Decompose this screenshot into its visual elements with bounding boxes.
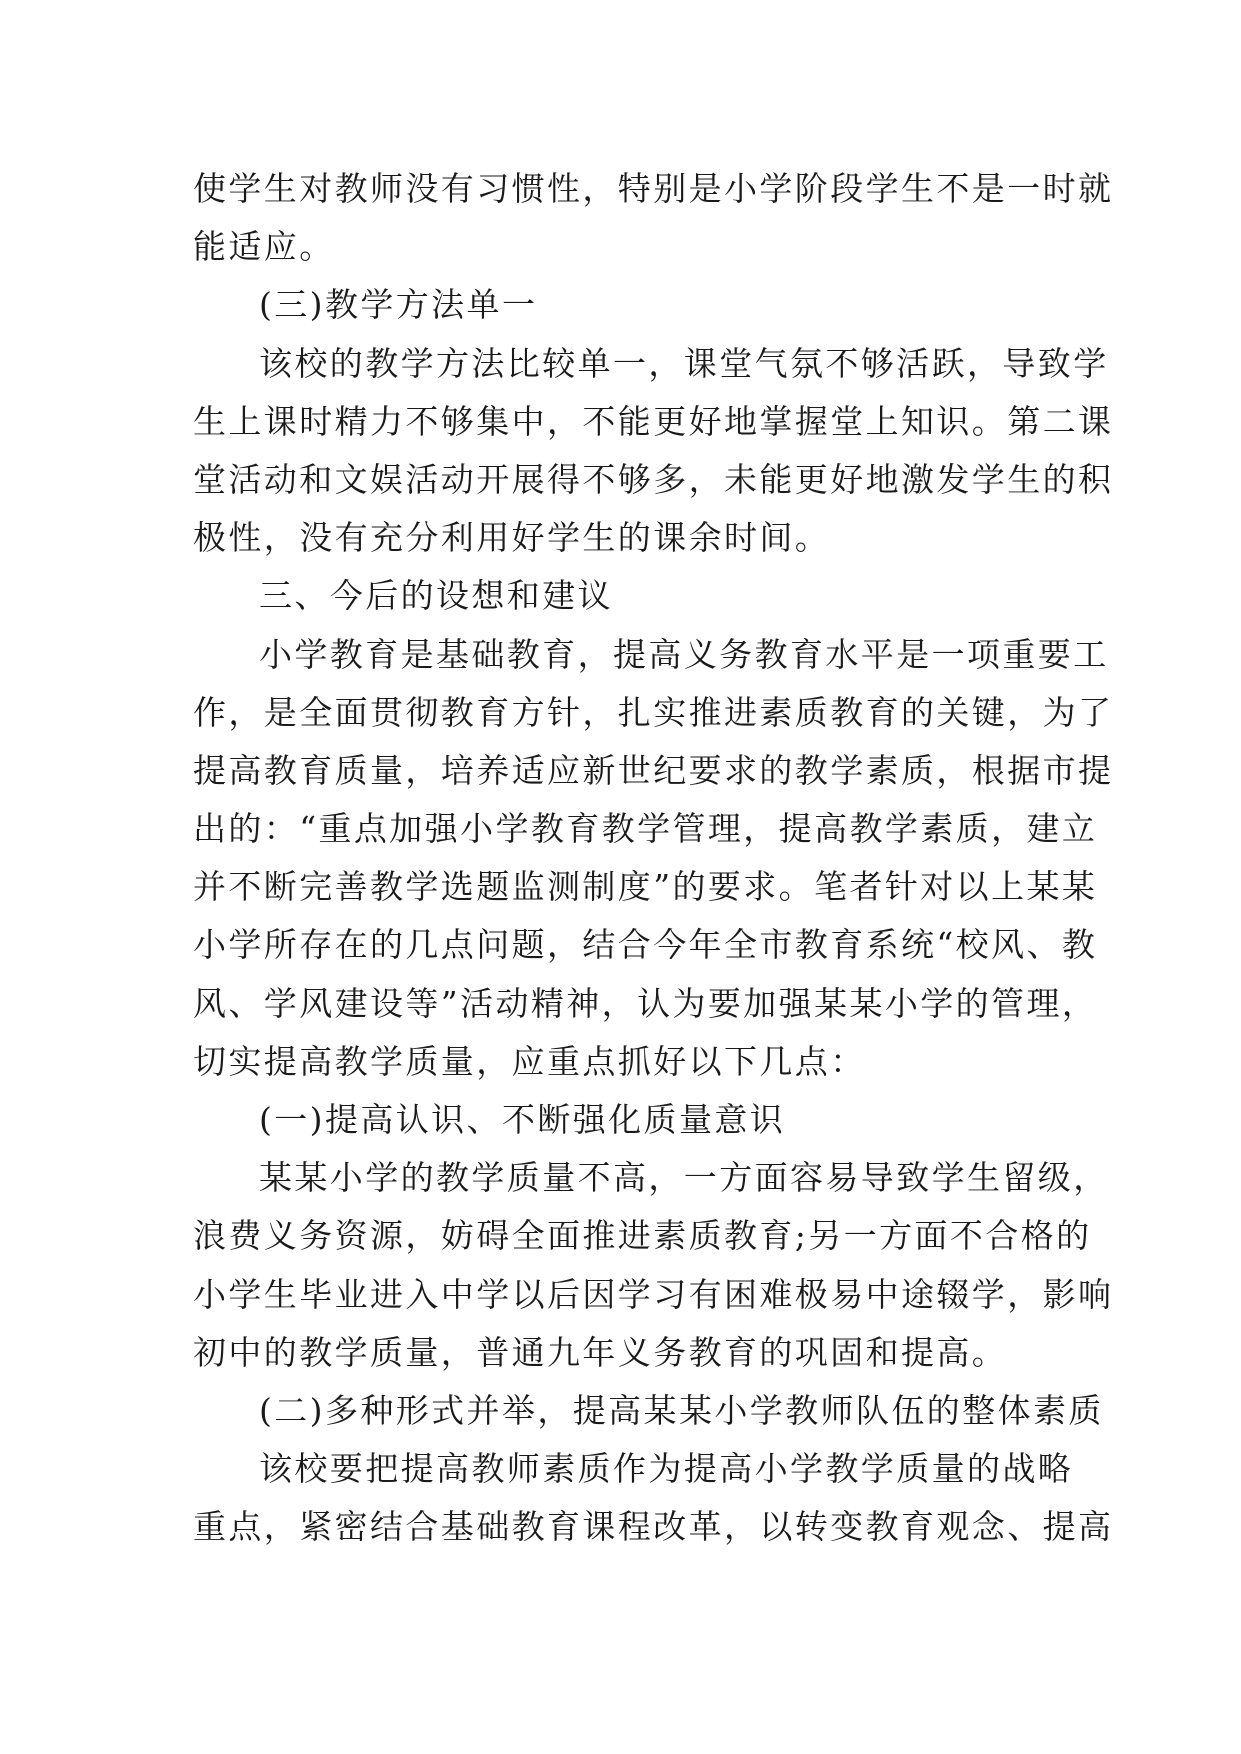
text-line: (二)多种形式并举，提高某某小学教师队伍的整体素质 (259, 1390, 1104, 1430)
text-line: 三、今后的设想和建议 (259, 576, 613, 616)
text-line: 某某小学的教学质量不高，一方面容易导致学生留级， (259, 1158, 1109, 1198)
text-line: 初中的教学质量，普通九年义务教育的巩固和提高。 (193, 1332, 1008, 1372)
text-line: 小学教育是基础教育，提高义务教育水平是一项重要工 (259, 634, 1109, 674)
text-line: 作，是全面贯彻教育方针，扎实推进素质教育的关键，为了 (193, 692, 1114, 732)
text-line: 并不断完善教学选题监测制度”的要求。笔者针对以上某某 (193, 867, 1098, 907)
text-line: 小学所存在的几点问题，结合今年全市教育系统“校风、教 (193, 925, 1098, 965)
text-line: 风、学风建设等”活动精神，认为要加强某某小学的管理， (193, 983, 1098, 1023)
text-line: 能适应。 (193, 227, 335, 267)
text-line: (三)教学方法单一 (259, 285, 538, 325)
text-line: 使学生对教师没有习惯性，特别是小学阶段学生不是一时就 (193, 169, 1114, 208)
text-line: 生上课时精力不够集中，不能更好地掌握堂上知识。第二课 (193, 401, 1114, 441)
text-line: 极性，没有充分利用好学生的课余时间。 (193, 518, 831, 558)
text-line: 出的：“重点加强小学教育教学管理，提高教学素质，建立 (193, 809, 1098, 849)
text-line: 提高教育质量，培养适应新世纪要求的教学素质，根据市提 (193, 750, 1114, 790)
text-line: 堂活动和文娱活动开展得不够多，未能更好地激发学生的积 (193, 459, 1114, 499)
text-line: 重点，紧密结合基础教育课程改革，以转变教育观念、提高 (193, 1507, 1114, 1547)
text-line: 切实提高教学质量，应重点抓好以下几点： (193, 1041, 866, 1081)
text-line: 浪费义务资源，妨碍全面推进素质教育;另一方面不合格的 (193, 1216, 1092, 1256)
text-line: 小学生毕业进入中学以后因学习有困难极易中途辍学，影响 (193, 1274, 1114, 1314)
text-line: 该校要把提高教师素质作为提高小学教学质量的战略 (259, 1449, 1074, 1489)
body-text (193, 160, 1114, 1557)
text-line: (一)提高认识、不断强化质量意识 (259, 1100, 786, 1139)
text-line: 该校的教学方法比较单一，课堂气氛不够活跃，导致学 (259, 343, 1109, 383)
